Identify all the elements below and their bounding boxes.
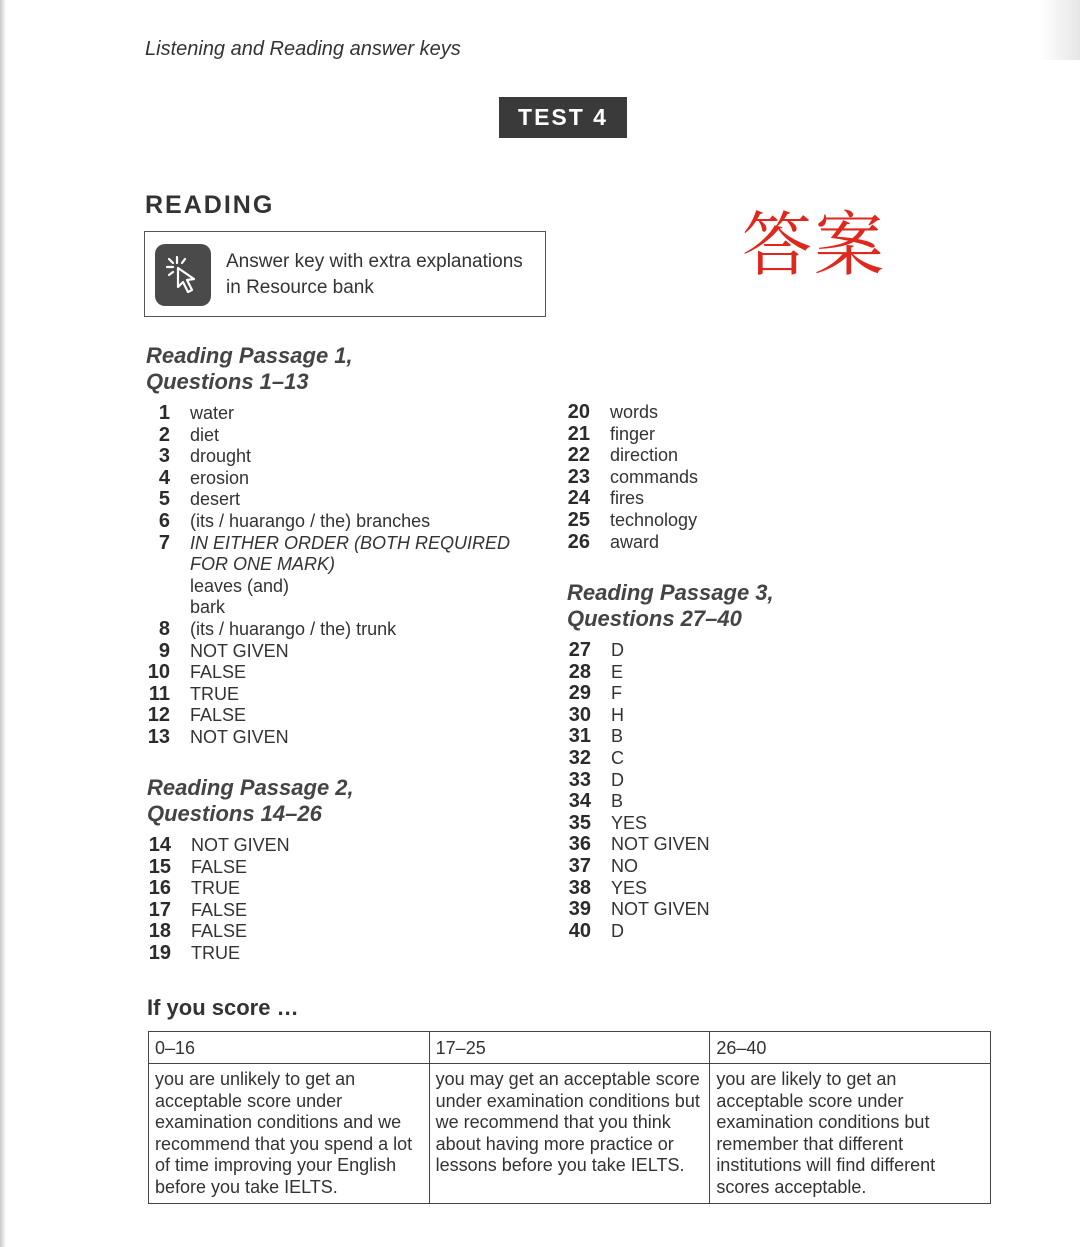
answer-row bbox=[145, 425, 510, 447]
answer-row bbox=[145, 446, 510, 468]
score-advice-cell: you are unlikely to get an acceptable score under examination conditions and we recommend that you spend a lot of time improving your English before you take IELTS. bbox=[149, 1064, 430, 1204]
answer-row bbox=[565, 402, 698, 424]
passage2-heading bbox=[147, 775, 354, 827]
passage1-heading-line1: Reading Passage 1, bbox=[146, 343, 353, 368]
answer-row bbox=[145, 597, 510, 619]
running-header: Listening and Reading answer keys bbox=[145, 38, 461, 60]
passage2-heading-line1: Reading Passage 2, bbox=[147, 775, 354, 800]
answer-value: TRUE bbox=[191, 878, 240, 899]
answer-value: technology bbox=[610, 509, 698, 530]
passage1-heading-line2: Questions 1–13 bbox=[146, 369, 309, 394]
question-number: 7 bbox=[158, 531, 170, 554]
question-number: 28 bbox=[568, 660, 591, 683]
question-number: 3 bbox=[158, 445, 170, 468]
answer-row bbox=[146, 878, 290, 900]
question-number: 19 bbox=[148, 941, 171, 964]
answer-row bbox=[565, 510, 698, 532]
answer-value: FALSE bbox=[190, 705, 247, 726]
answer-row bbox=[565, 467, 698, 489]
answer-value: TRUE bbox=[190, 683, 239, 704]
question-number: 10 bbox=[147, 661, 170, 684]
test-badge: TEST 4 bbox=[499, 97, 627, 138]
question-number: 35 bbox=[568, 811, 591, 834]
answer-value: YES bbox=[611, 877, 648, 898]
answer-row bbox=[566, 899, 710, 921]
answer-row bbox=[566, 791, 710, 813]
answer-row bbox=[145, 576, 510, 598]
answer-row bbox=[145, 468, 510, 490]
answer-value: NOT GIVEN bbox=[611, 899, 710, 920]
answer-row bbox=[566, 834, 710, 856]
question-number: 25 bbox=[567, 508, 590, 531]
question-number: 26 bbox=[567, 530, 590, 553]
question-number: 15 bbox=[148, 855, 171, 878]
answer-value: H bbox=[611, 704, 624, 725]
answer-value: NOT GIVEN bbox=[190, 640, 289, 661]
passage2-answers-col1 bbox=[146, 835, 290, 965]
answer-row bbox=[566, 770, 710, 792]
answer-value: FALSE bbox=[190, 662, 247, 683]
answer-row bbox=[566, 683, 710, 705]
question-number: 12 bbox=[147, 704, 170, 727]
answer-value: D bbox=[611, 920, 624, 941]
resource-bank-text: Answer key with extra explanations in Resource bank bbox=[226, 251, 523, 298]
answer-row bbox=[566, 662, 710, 684]
question-number: 8 bbox=[158, 617, 170, 640]
passage3-heading-line2: Questions 27–40 bbox=[567, 606, 742, 631]
score-range-cell: 26–40 bbox=[710, 1032, 991, 1064]
question-number: 17 bbox=[148, 898, 171, 921]
answer-row bbox=[566, 748, 710, 770]
answer-value: finger bbox=[610, 423, 656, 444]
answer-value: YES bbox=[611, 812, 648, 833]
answer-row bbox=[145, 641, 510, 663]
answer-row bbox=[566, 726, 710, 748]
question-number: 1 bbox=[158, 402, 170, 424]
score-advice-cell: you are likely to get an acceptable score under examination conditions but remember that different institutions will find different scores acceptable. bbox=[710, 1064, 991, 1204]
question-number: 32 bbox=[568, 746, 591, 769]
score-table bbox=[148, 1031, 991, 1204]
answer-row bbox=[146, 900, 290, 922]
answer-value: B bbox=[611, 791, 624, 812]
answer-value: NO bbox=[611, 855, 638, 876]
answer-row bbox=[145, 662, 510, 684]
answer-value: FALSE bbox=[191, 921, 248, 942]
answer-row bbox=[146, 921, 290, 943]
answer-value: commands bbox=[610, 466, 699, 487]
question-number: 21 bbox=[567, 422, 590, 445]
question-number: 16 bbox=[148, 877, 171, 900]
answer-value: diet bbox=[190, 424, 220, 445]
answer-value: fires bbox=[610, 488, 645, 509]
question-number: 5 bbox=[158, 488, 170, 511]
answer-row bbox=[145, 403, 510, 425]
answer-value: (its / huarango / the) trunk bbox=[190, 618, 397, 639]
score-table-body-row bbox=[149, 1064, 991, 1204]
question-number: 2 bbox=[158, 423, 170, 446]
answer-row bbox=[566, 813, 710, 835]
answer-row bbox=[566, 640, 710, 662]
answer-row bbox=[566, 921, 710, 943]
answer-row bbox=[145, 489, 510, 511]
section-title: READING bbox=[145, 191, 275, 219]
answer-value: D bbox=[611, 769, 624, 790]
answer-row bbox=[566, 856, 710, 878]
answer-row bbox=[146, 857, 290, 879]
score-range-cell: 17–25 bbox=[429, 1032, 710, 1064]
page-edge-shadow bbox=[0, 0, 6, 1247]
answer-row bbox=[145, 511, 510, 533]
question-number: 37 bbox=[568, 854, 591, 877]
answer-value: NOT GIVEN bbox=[611, 834, 710, 855]
question-number: 20 bbox=[567, 401, 590, 423]
answer-value: bark bbox=[190, 597, 226, 618]
question-number: 30 bbox=[568, 703, 591, 726]
answer-row bbox=[145, 705, 510, 727]
answer-value: desert bbox=[190, 489, 241, 510]
passage1-heading bbox=[146, 343, 353, 395]
answer-row bbox=[566, 878, 710, 900]
question-number: 9 bbox=[158, 639, 170, 662]
answer-row bbox=[565, 445, 698, 467]
answer-value: E bbox=[611, 661, 624, 682]
score-table-header-row bbox=[149, 1032, 991, 1064]
score-range-cell: 0–16 bbox=[149, 1032, 430, 1064]
question-number: 14 bbox=[148, 834, 171, 856]
answer-row bbox=[145, 727, 510, 749]
answer-row bbox=[566, 705, 710, 727]
question-number: 13 bbox=[147, 725, 170, 748]
answer-value: NOT GIVEN bbox=[190, 726, 289, 747]
answer-value: C bbox=[611, 747, 624, 768]
answer-row bbox=[145, 554, 510, 576]
resource-bank-callout bbox=[144, 231, 546, 317]
answer-value: F bbox=[611, 683, 622, 704]
answer-row bbox=[145, 533, 510, 555]
answer-value: FALSE bbox=[191, 856, 248, 877]
score-advice-cell: you may get an acceptable score under examination conditions but we recommend that you think about having more practice or lessons before you take IELTS. bbox=[429, 1064, 710, 1204]
question-number: 11 bbox=[148, 682, 170, 705]
question-number: 33 bbox=[568, 768, 591, 791]
passage3-heading-line1: Reading Passage 3, bbox=[567, 580, 774, 605]
answer-value: TRUE bbox=[191, 942, 240, 963]
answer-stamp: 答案 bbox=[742, 204, 886, 286]
question-number: 4 bbox=[158, 466, 170, 489]
question-number: 18 bbox=[148, 920, 171, 943]
question-number: 24 bbox=[567, 487, 590, 510]
question-number: 31 bbox=[568, 725, 591, 748]
page-corner-shade bbox=[1040, 0, 1080, 60]
answer-row bbox=[146, 835, 290, 857]
answer-row bbox=[145, 619, 510, 641]
answer-value: IN EITHER ORDER (BOTH REQUIRED bbox=[190, 532, 511, 553]
question-number: 40 bbox=[568, 919, 591, 942]
answer-value: words bbox=[610, 402, 659, 422]
passage3-heading bbox=[567, 580, 774, 632]
question-number: 27 bbox=[568, 639, 591, 661]
answer-value: erosion bbox=[190, 467, 250, 488]
passage2-answers-col2 bbox=[565, 402, 698, 553]
passage1-answers bbox=[145, 403, 510, 749]
answer-value: (its / huarango / the) branches bbox=[190, 510, 431, 531]
question-number: 34 bbox=[568, 790, 591, 813]
answer-row bbox=[565, 424, 698, 446]
question-number: 23 bbox=[567, 465, 590, 488]
answer-value: FALSE bbox=[191, 899, 248, 920]
question-number: 36 bbox=[568, 833, 591, 856]
passage2-heading-line2: Questions 14–26 bbox=[147, 801, 322, 826]
answer-value: award bbox=[610, 531, 660, 552]
answer-value: NOT GIVEN bbox=[191, 835, 290, 855]
question-number: 22 bbox=[567, 444, 590, 467]
answer-value: B bbox=[611, 726, 624, 747]
answer-value: direction bbox=[610, 445, 679, 466]
question-number: 39 bbox=[568, 898, 591, 921]
question-number: 29 bbox=[568, 682, 591, 705]
answer-row bbox=[565, 532, 698, 554]
answer-value: water bbox=[190, 403, 235, 423]
answer-row bbox=[146, 943, 290, 965]
answer-value: FOR ONE MARK) bbox=[190, 554, 336, 575]
score-title: If you score … bbox=[147, 995, 299, 1020]
question-number: 6 bbox=[158, 509, 170, 532]
answer-value: drought bbox=[190, 446, 252, 467]
answer-row bbox=[145, 684, 510, 706]
cursor-click-icon bbox=[155, 244, 211, 306]
passage3-answers bbox=[566, 640, 710, 942]
answer-value: D bbox=[611, 640, 624, 660]
answer-value: leaves (and) bbox=[190, 575, 290, 596]
question-number: 38 bbox=[568, 876, 591, 899]
answer-row bbox=[565, 488, 698, 510]
